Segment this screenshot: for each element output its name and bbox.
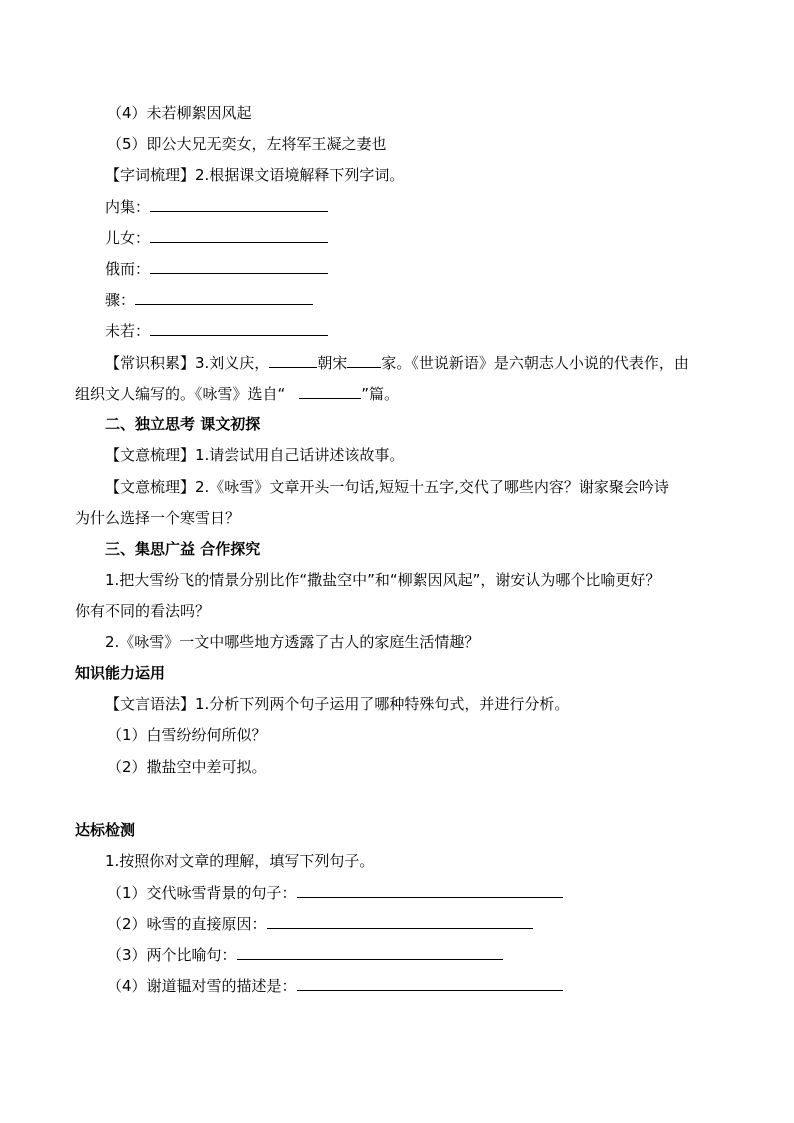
fill-label: （1）交代咏雪背景的句子： <box>107 884 297 902</box>
answer-blank[interactable] <box>237 944 503 960</box>
section-3-q1-line1: 1.把大雪纷飞的情景分别比作“撒盐空中”和“柳絮因风起”，谢安认为哪个比喻更好？ <box>105 571 661 589</box>
knowledge-text: 组织文人编写的。《咏雪》选自“ <box>75 385 286 403</box>
section-2-q1: 【文意梳理】1.请尝试用自己话讲述该故事。 <box>105 446 405 464</box>
answer-blank[interactable] <box>150 320 328 336</box>
word-row-1 <box>105 196 328 217</box>
section-3-title: 三、集思广益 合作探究 <box>105 540 261 558</box>
knowledge-text: 家。《世说新语》是六朝志人小说的代表作，由 <box>381 354 689 372</box>
knowledge-line-2 <box>75 383 399 404</box>
fill-row-4 <box>107 975 563 996</box>
section-2-q2-line2: 为什么选择一个寒雪日？ <box>75 509 241 527</box>
word-label: 骤： <box>105 291 136 309</box>
knowledge-text: 朝宋 <box>317 354 348 372</box>
section-3-q2: 2.《咏雪》一文中哪些地方透露了古人的家庭生活情趣？ <box>105 633 480 651</box>
fill-row-2 <box>107 913 533 934</box>
answer-blank[interactable] <box>297 975 563 991</box>
section-3-q1-line2: 你有不同的看法吗？ <box>75 602 211 620</box>
fill-row-1 <box>107 882 563 903</box>
answer-blank[interactable] <box>135 289 313 305</box>
ability-sentence-1: （1）白雪纷纷何所似？ <box>107 726 267 744</box>
knowledge-text: ”篇。 <box>361 385 400 403</box>
ability-sentence-2: （2）撒盐空中差可拟。 <box>107 758 267 776</box>
test-title: 达标检测 <box>75 821 136 839</box>
fill-label: （2）咏雪的直接原因： <box>107 915 267 933</box>
word-label: 俄而： <box>105 260 151 278</box>
item-4: （4）未若柳絮因风起 <box>107 104 252 122</box>
words-title: 【字词梳理】2.根据课文语境解释下列字词。 <box>105 166 405 184</box>
answer-blank[interactable] <box>150 258 328 274</box>
word-row-4 <box>105 289 313 310</box>
answer-blank[interactable] <box>347 352 381 368</box>
word-row-5 <box>105 320 328 341</box>
ability-title: 知识能力运用 <box>75 664 166 682</box>
answer-blank[interactable] <box>267 913 533 929</box>
answer-blank[interactable] <box>299 383 361 399</box>
word-label: 内集： <box>105 198 151 216</box>
fill-label: （3）两个比喻句： <box>107 946 237 964</box>
answer-blank[interactable] <box>297 882 563 898</box>
answer-blank[interactable] <box>150 227 328 243</box>
test-q1: 1.按照你对文章的理解，填写下列句子。 <box>105 852 375 870</box>
word-label: 儿女： <box>105 229 151 247</box>
answer-blank[interactable] <box>150 196 328 212</box>
answer-blank[interactable] <box>269 352 317 368</box>
section-2-q2-line1: 【文意梳理】2.《咏雪》文章开头一句话,短短十五字,交代了哪些内容？谢家聚会吟诗 <box>105 478 669 496</box>
fill-label: （4）谢道韫对雪的描述是： <box>107 977 297 995</box>
item-5: （5）即公大兄无奕女，左将军王凝之妻也 <box>107 135 387 153</box>
word-row-3 <box>105 258 328 279</box>
section-2-title: 二、独立思考 课文初探 <box>105 415 261 433</box>
fill-row-3 <box>107 944 503 965</box>
word-row-2 <box>105 227 328 248</box>
ability-q1: 【文言语法】1.分析下列两个句子运用了哪种特殊句式，并进行分析。 <box>105 695 570 713</box>
knowledge-line-1 <box>105 352 689 373</box>
knowledge-text: 【常识积累】3.刘义庆， <box>105 354 270 372</box>
word-label: 未若： <box>105 322 151 340</box>
